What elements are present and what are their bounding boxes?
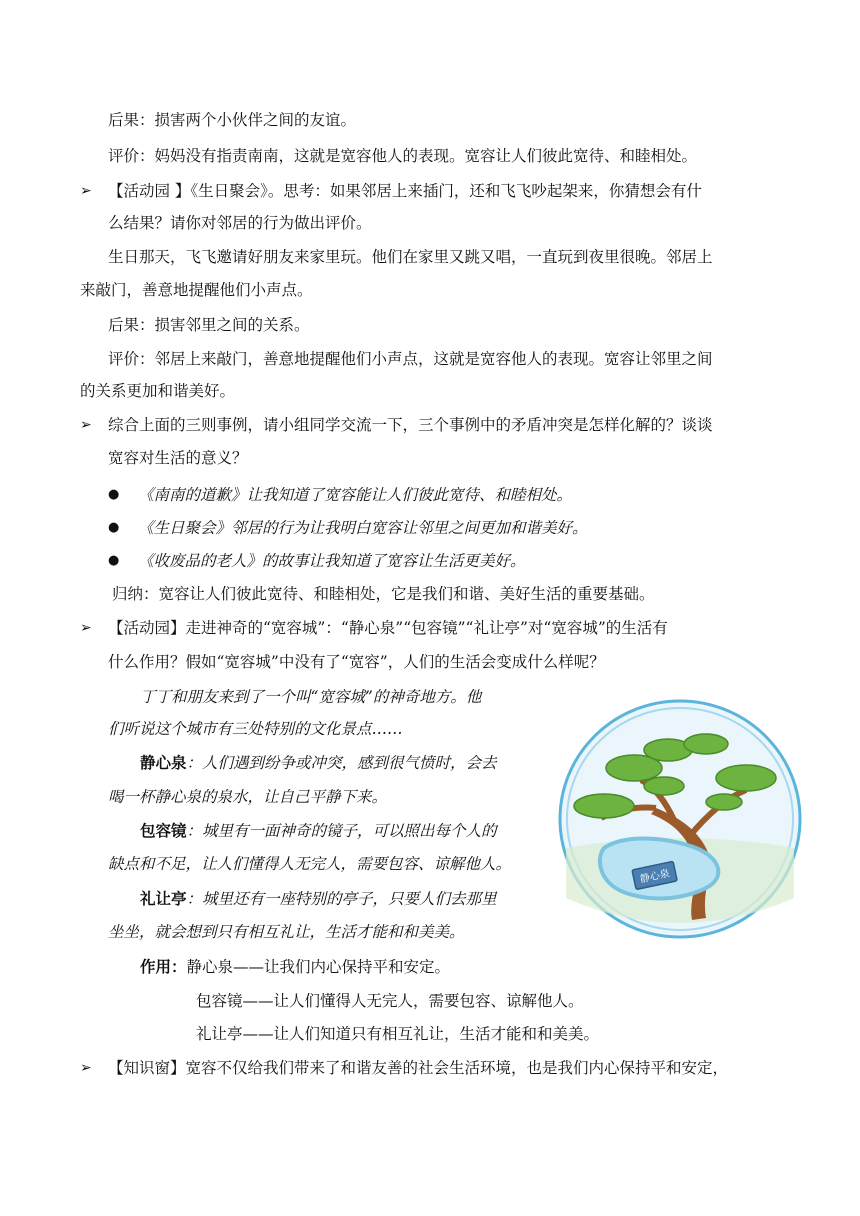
bullet-icon: ● [108, 553, 120, 568]
term: 礼让亭 [140, 889, 187, 908]
text-line: 【活动园】走进神奇的“宽容城”：“静心泉”“包容镜”“礼让亭”对“宽容城”的生活有 [108, 619, 668, 637]
definition: ：人们遇到纷争或冲突，感到很气愤时，会去 [186, 754, 497, 772]
text-line: 归纳：宽容让人们彼此宽待、和睦相处，它是我们和谐、美好生活的重要基础。 [112, 585, 655, 603]
sign-label: 静心泉 [639, 868, 671, 886]
text-line: 生日那天，飞飞邀请好朋友来家里玩。他们在家里又跳又唱，一直玩到夜里很晚。邻居上 [108, 248, 713, 266]
text-line: 【知识窗】宽容不仅给我们带来了和谐友善的社会生活环境，也是我们内心保持平和安定， [108, 1059, 729, 1077]
text-line: 们听说这个城市有三处特别的文化景点…… [108, 720, 403, 738]
text-line: 什么作用？假如“宽容城”中没有了“宽容”，人们的生活会变成什么样呢？ [108, 653, 605, 671]
text-line: 后果：损害两个小伙伴之间的友谊。 [108, 111, 357, 129]
text-line: 喝一杯静心泉的泉水，让自己平静下来。 [108, 788, 388, 806]
text-line [140, 956, 450, 978]
arrow-bullet-icon: ➢ [80, 620, 92, 636]
term: 静心泉 [140, 753, 187, 772]
text-line: 坐坐，就会想到只有相互礼让，生活才能和和美美。 [108, 923, 465, 941]
text-line: 后果：损害邻里之间的关系。 [108, 316, 310, 334]
text-line [140, 888, 497, 910]
text-line: 来敲门，善意地提醒他们小声点。 [80, 281, 313, 299]
text-line: 评价：妈妈没有指责南南，这就是宽容他人的表现。宽容让人们彼此宽待、和睦相处。 [108, 147, 698, 165]
text-line: 丁丁和朋友来到了一个叫“宽容城”的神奇地方。他 [140, 688, 482, 706]
term: 作用： [140, 957, 187, 976]
definition: 静心泉——让我们内心保持平和安定。 [186, 958, 451, 976]
definition: ：城里有一面神奇的镜子，可以照出每个人的 [186, 822, 497, 840]
text-line: 综合上面的三则事例，请小组同学交流一下，三个事例中的矛盾冲突是怎样化解的？谈谈 [108, 416, 713, 434]
text-line: 包容镜——让人们懂得人无完人，需要包容、谅解他人。 [196, 992, 584, 1010]
text-line: 评价：邻居上来敲门，善意地提醒他们小声点，这就是宽容他人的表现。宽容让邻里之间 [108, 350, 713, 368]
text-line: 的关系更加和谐美好。 [80, 382, 236, 400]
text-line [140, 752, 497, 774]
bullet-icon: ● [108, 520, 120, 535]
text-line: 宽容对生活的意义？ [108, 449, 248, 467]
text-line: 么结果？请你对邻居的行为做出评价。 [108, 214, 372, 232]
text-line [140, 820, 497, 842]
term: 包容镜 [140, 821, 187, 840]
bullet-text: 《收废品的老人》的故事让我知道了宽容让生活更美好。 [138, 552, 526, 570]
arrow-bullet-icon: ➢ [80, 417, 92, 433]
text-line: 【活动园 】《生日聚会》。思考：如果邻居上来插门，还和飞飞吵起架来，你猜想会有什 [108, 182, 702, 200]
arrow-bullet-icon: ➢ [80, 183, 92, 199]
bullet-icon: ● [108, 487, 120, 502]
tree-pond-illustration [556, 698, 804, 940]
text-line: 礼让亭——让人们知道只有相互礼让，生活才能和和美美。 [196, 1025, 600, 1043]
bullet-text: 《南南的道歉》让我知道了宽容能让人们彼此宽待、和睦相处。 [138, 486, 573, 504]
bullet-text: 《生日聚会》邻居的行为让我明白宽容让邻里之间更加和谐美好。 [138, 519, 588, 537]
arrow-bullet-icon: ➢ [80, 1060, 92, 1076]
text-line: 缺点和不足，让人们懂得人无完人，需要包容、谅解他人。 [108, 855, 512, 873]
definition: ：城里还有一座特别的亭子，只要人们去那里 [186, 890, 497, 908]
